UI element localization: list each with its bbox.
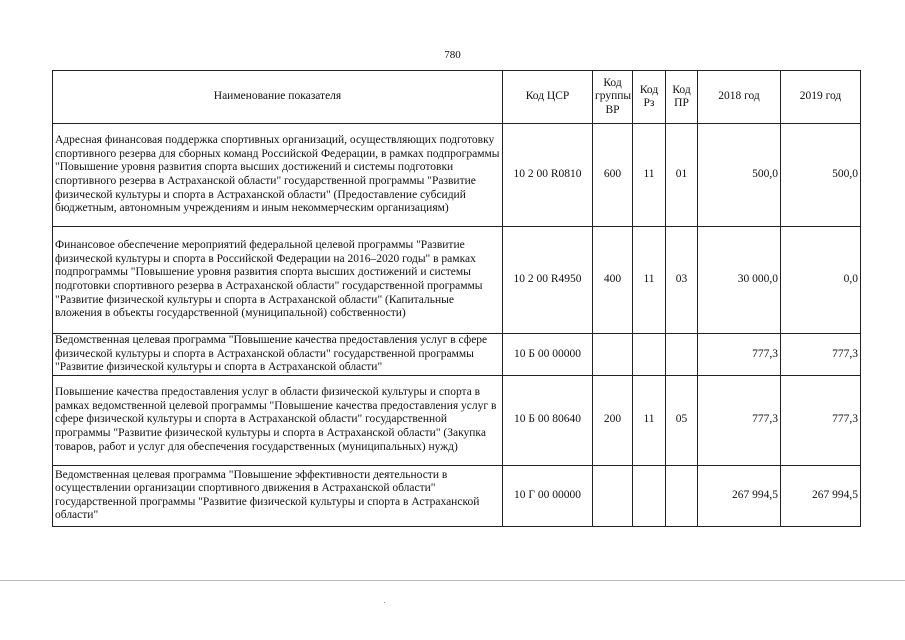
row-name: Ведомственная целевая программа "Повышение эффективности деятельности в осуществлении организации спортивного движения в Астраханской области" государственной программы "Развитие физической культуры и спорта в Астраханской области" (53, 465, 503, 526)
row-2019: 777,3 (781, 375, 861, 465)
row-csr: 10 Б 00 80640 (503, 375, 593, 465)
row-pr: 01 (666, 124, 698, 227)
row-vr (593, 465, 633, 526)
row-csr: 10 2 00 R4950 (503, 227, 593, 334)
row-pr (666, 465, 698, 526)
row-csr: 10 Г 00 00000 (503, 465, 593, 526)
table-row (53, 124, 861, 227)
row-2019: 500,0 (781, 124, 861, 227)
row-2018: 500,0 (698, 124, 781, 227)
row-csr: 10 2 00 R0810 (503, 124, 593, 227)
header-2018: 2018 год (698, 71, 781, 124)
row-vr: 400 (593, 227, 633, 334)
row-rz: 11 (633, 375, 666, 465)
row-rz (633, 465, 666, 526)
row-2018: 777,3 (698, 334, 781, 376)
table-header-row (53, 71, 861, 124)
row-name: Ведомственная целевая программа "Повышение качества предоставления услуг в сфере физической культуры и спорта в Астраханской области" государственной программы "Развитие физической культуры и спорта в Астраханской области" (53, 334, 503, 376)
row-csr: 10 Б 00 00000 (503, 334, 593, 376)
row-2018: 777,3 (698, 375, 781, 465)
table-row (53, 465, 861, 526)
table-row (53, 227, 861, 334)
header-rz: Код Рз (633, 71, 666, 124)
header-pr: Код ПР (666, 71, 698, 124)
bottom-divider (0, 580, 905, 581)
row-vr (593, 334, 633, 376)
row-2019: 267 994,5 (781, 465, 861, 526)
page-number: 780 (444, 49, 461, 61)
row-vr: 200 (593, 375, 633, 465)
row-2019: 777,3 (781, 334, 861, 376)
row-pr: 03 (666, 227, 698, 334)
row-name: Повышение качества предоставления услуг в области физической культуры и спорта в рамках ведомственной целевой программы "Повышение качества предоставления услуг в сфере физической культуры и спорта в Астраханской области" государственной программы "Развитие физической культуры и спорта в Астраханской области" (Закупка товаров, работ и услуг для обеспечения государственных (муниципальных) нужд) (53, 375, 503, 465)
row-name: Финансовое обеспечение мероприятий федеральной целевой программы "Развитие физической культуры и спорта в Российской Федерации на 2016–2020 годы" в рамках подпрограммы "Повышение уровня развития спорта высших достижений и системы подготовки спортивного резерва в Астраханской области" государственной программы "Развитие физической культуры и спорта в Астраханской области" (Капитальные вложения в объекты государственной (муниципальной) собственности) (53, 227, 503, 334)
header-vr: Код группы ВР (593, 71, 633, 124)
row-2018: 30 000,0 (698, 227, 781, 334)
table-row (53, 375, 861, 465)
row-pr (666, 334, 698, 376)
row-pr: 05 (666, 375, 698, 465)
header-2019: 2019 год (781, 71, 861, 124)
row-2018: 267 994,5 (698, 465, 781, 526)
table-row (53, 334, 861, 376)
header-csr: Код ЦСР (503, 71, 593, 124)
budget-table (52, 70, 861, 527)
row-rz: 11 (633, 227, 666, 334)
row-rz: 11 (633, 124, 666, 227)
row-name: Адресная финансовая поддержка спортивных организаций, осуществляющих подготовку спортивного резерва для сборных команд Российской Федерации, в рамках подпрограммы "Повышение уровня развития спорта высших достижений и системы подготовки спортивного резерва в Астраханской области" государственной программы "Развитие физической культуры и спорта в Астраханской области" (Предоставление субсидий бюджетным, автономным учреждениям и иным некоммерческим организациям) (53, 124, 503, 227)
row-vr: 600 (593, 124, 633, 227)
row-2019: 0,0 (781, 227, 861, 334)
header-name: Наименование показателя (53, 71, 503, 124)
row-rz (633, 334, 666, 376)
scan-dot (384, 602, 385, 603)
